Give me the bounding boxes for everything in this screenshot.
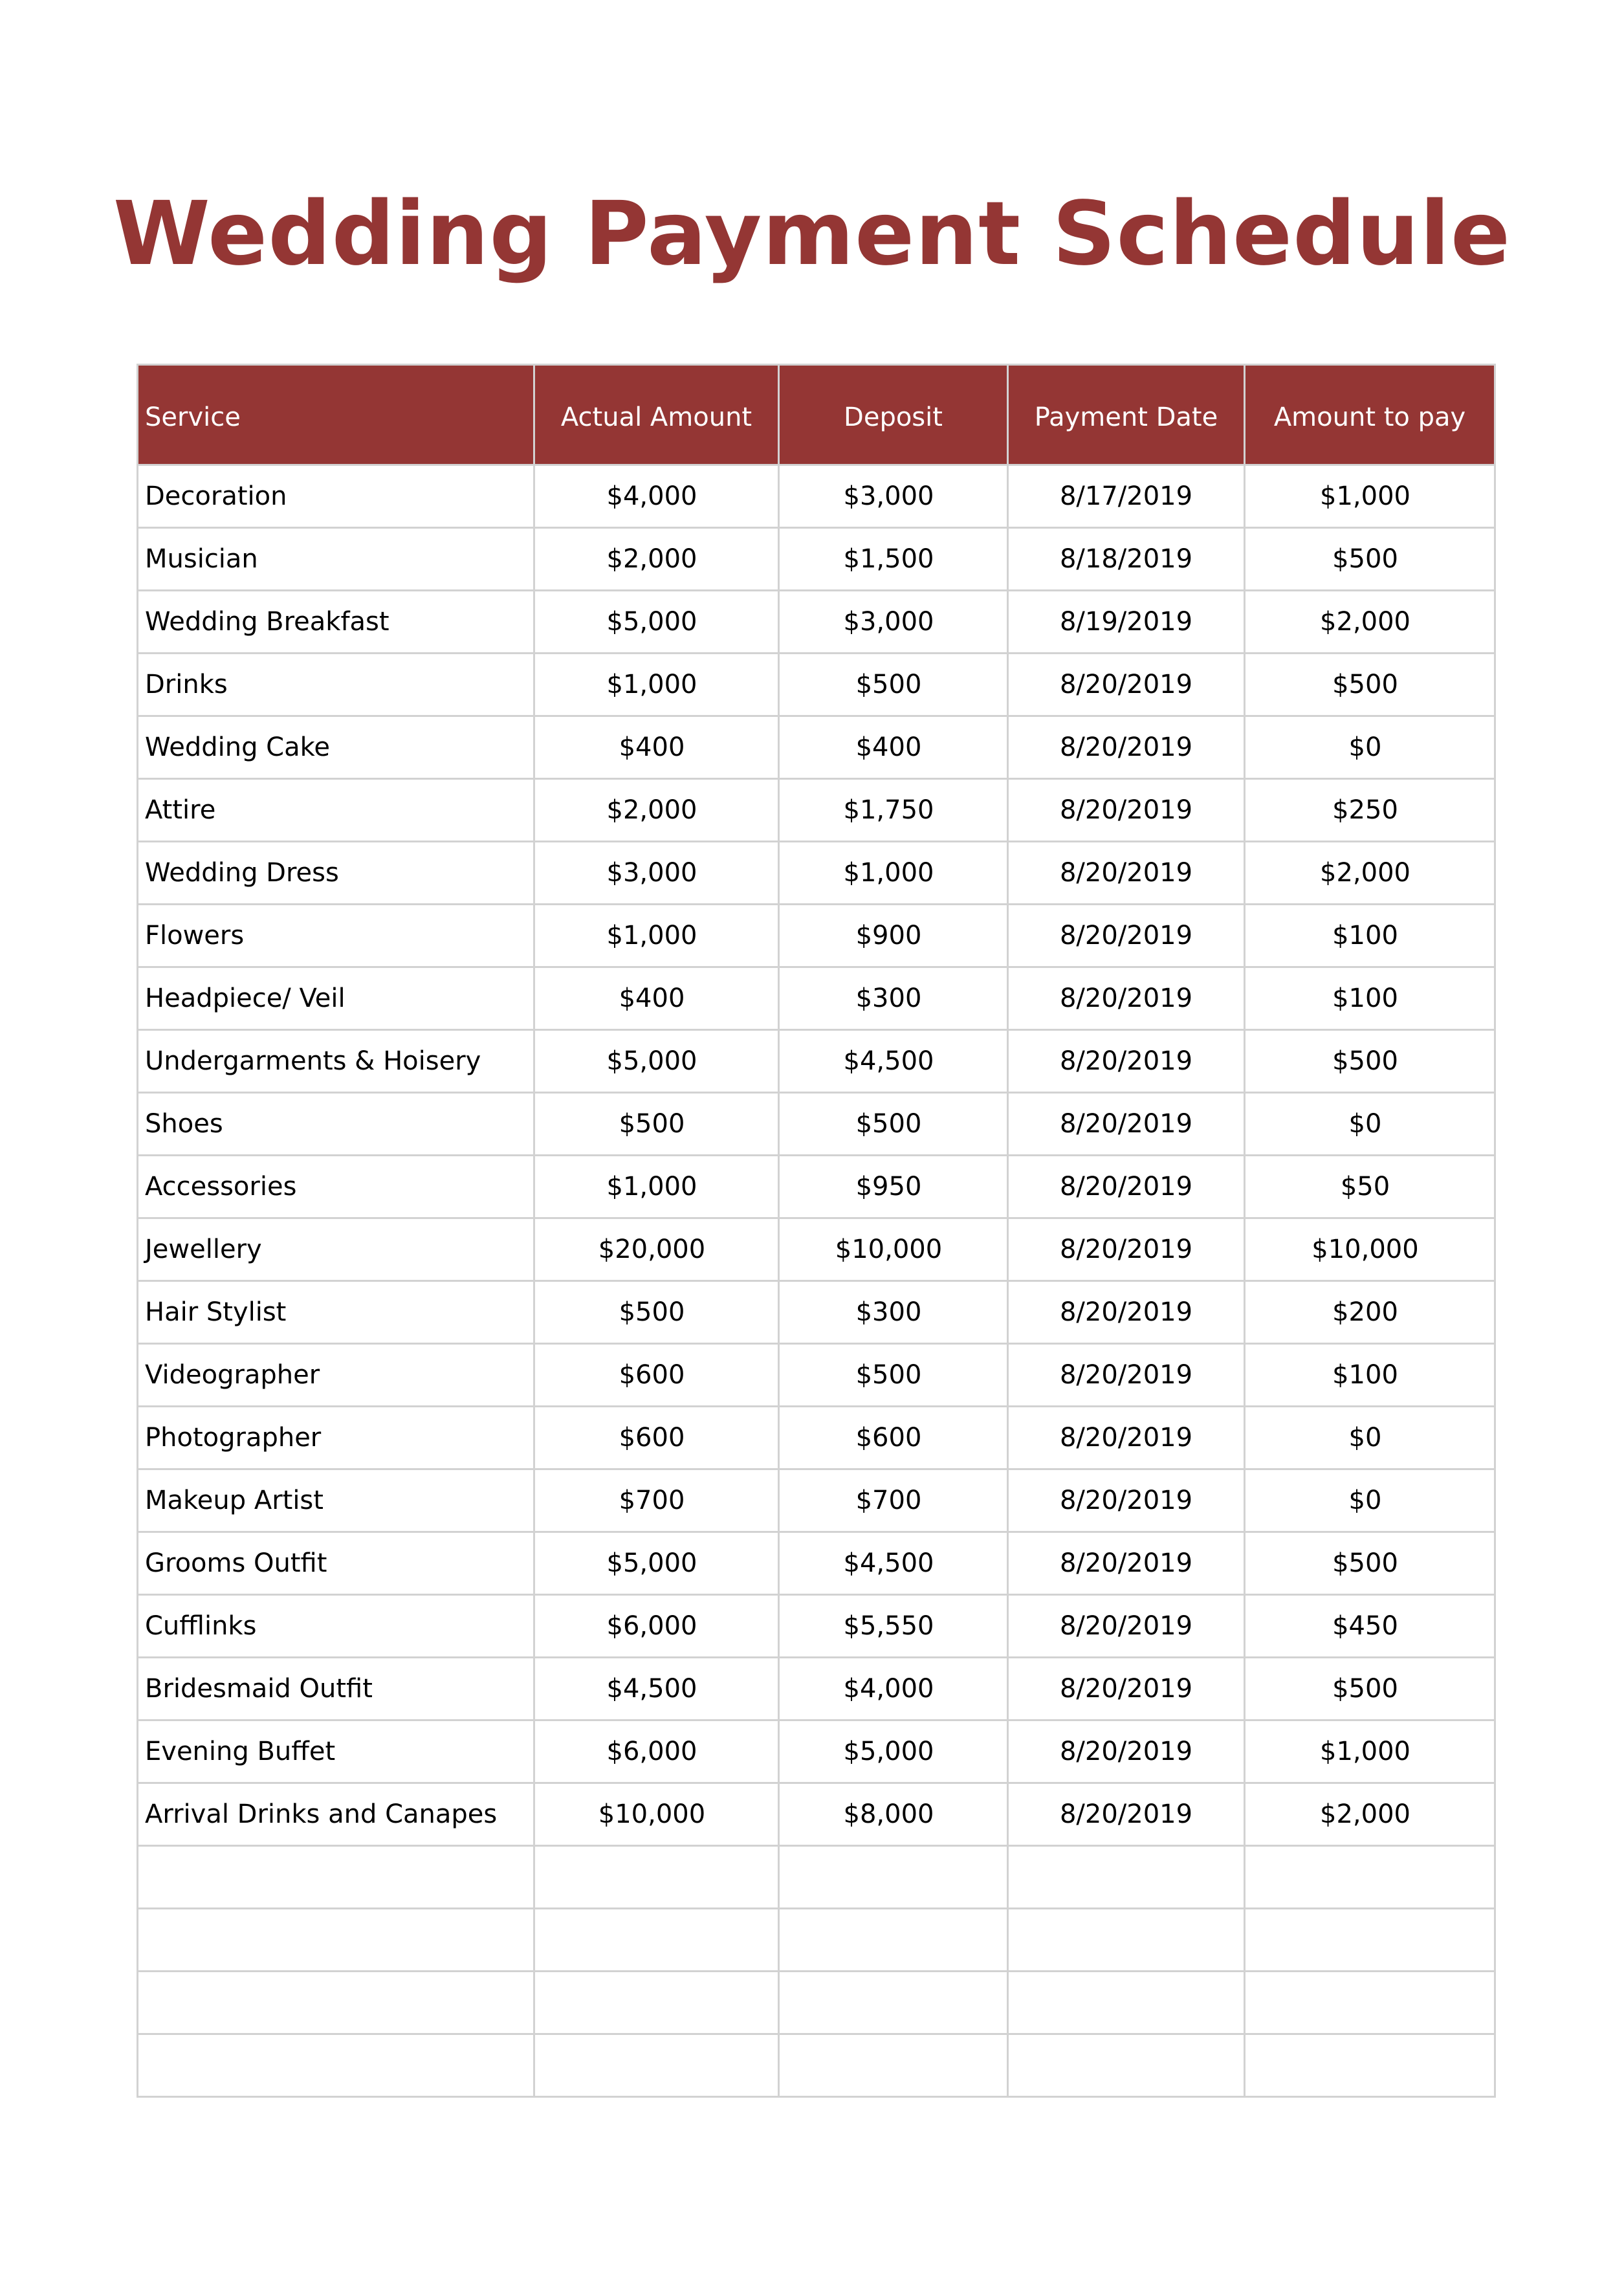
deposit-cell: $700	[779, 1469, 1008, 1532]
payment-date-cell: 8/17/2019	[1008, 465, 1245, 528]
payment-date-cell: 8/20/2019	[1008, 967, 1245, 1030]
amount-to-pay-cell: $450	[1245, 1595, 1495, 1658]
actual-amount-cell: $5,000	[534, 1532, 779, 1595]
actual-amount-cell: $1,000	[534, 1156, 779, 1218]
deposit-cell: $1,000	[779, 842, 1008, 905]
deposit-cell	[779, 1846, 1008, 1909]
payment-date-cell: 8/19/2019	[1008, 591, 1245, 654]
service-cell: Wedding Dress	[138, 842, 534, 905]
service-cell	[138, 1909, 534, 1972]
service-cell: Musician	[138, 528, 534, 591]
amount-to-pay-cell: $0	[1245, 716, 1495, 779]
table-row	[138, 1093, 1495, 1156]
actual-amount-cell: $2,000	[534, 528, 779, 591]
service-cell	[138, 2034, 534, 2097]
service-cell: Attire	[138, 779, 534, 842]
table-row	[138, 654, 1495, 716]
table-row	[138, 1909, 1495, 1972]
column-header-deposit: Deposit	[779, 365, 1008, 465]
payment-date-cell: 8/18/2019	[1008, 528, 1245, 591]
amount-to-pay-cell: $0	[1245, 1469, 1495, 1532]
table-row	[138, 905, 1495, 967]
deposit-cell: $500	[779, 1093, 1008, 1156]
payment-date-cell	[1008, 1846, 1245, 1909]
deposit-cell: $4,500	[779, 1030, 1008, 1093]
actual-amount-cell: $400	[534, 967, 779, 1030]
deposit-cell: $3,000	[779, 465, 1008, 528]
table-row	[138, 1972, 1495, 2034]
payment-date-cell: 8/20/2019	[1008, 1344, 1245, 1407]
deposit-cell: $900	[779, 905, 1008, 967]
actual-amount-cell: $600	[534, 1344, 779, 1407]
payment-date-cell	[1008, 1909, 1245, 1972]
actual-amount-cell	[534, 1846, 779, 1909]
table-row	[138, 716, 1495, 779]
amount-to-pay-cell: $200	[1245, 1281, 1495, 1344]
amount-to-pay-cell: $0	[1245, 1093, 1495, 1156]
service-cell: Decoration	[138, 465, 534, 528]
deposit-cell: $500	[779, 1344, 1008, 1407]
actual-amount-cell: $5,000	[534, 591, 779, 654]
amount-to-pay-cell	[1245, 1909, 1495, 1972]
payment-date-cell	[1008, 2034, 1245, 2097]
amount-to-pay-cell: $2,000	[1245, 1783, 1495, 1846]
amount-to-pay-cell: $500	[1245, 1658, 1495, 1720]
deposit-cell: $1,500	[779, 528, 1008, 591]
table-row	[138, 967, 1495, 1030]
payment-date-cell: 8/20/2019	[1008, 654, 1245, 716]
payment-date-cell: 8/20/2019	[1008, 1281, 1245, 1344]
actual-amount-cell	[534, 2034, 779, 2097]
payment-schedule-table	[137, 364, 1496, 2098]
table-body	[138, 465, 1495, 2097]
table-row	[138, 1846, 1495, 1909]
payment-date-cell: 8/20/2019	[1008, 842, 1245, 905]
payment-date-cell: 8/20/2019	[1008, 779, 1245, 842]
amount-to-pay-cell: $1,000	[1245, 465, 1495, 528]
payment-date-cell: 8/20/2019	[1008, 716, 1245, 779]
actual-amount-cell: $500	[534, 1093, 779, 1156]
service-cell: Undergarments & Hoisery	[138, 1030, 534, 1093]
actual-amount-cell: $2,000	[534, 779, 779, 842]
actual-amount-cell	[534, 1909, 779, 1972]
table-row	[138, 1281, 1495, 1344]
service-cell: Headpiece/ Veil	[138, 967, 534, 1030]
table-row	[138, 1156, 1495, 1218]
payment-date-cell: 8/20/2019	[1008, 1658, 1245, 1720]
actual-amount-cell: $10,000	[534, 1783, 779, 1846]
payment-date-cell: 8/20/2019	[1008, 1532, 1245, 1595]
table-header-row	[138, 365, 1495, 465]
service-cell: Jewellery	[138, 1218, 534, 1281]
actual-amount-cell: $600	[534, 1407, 779, 1469]
actual-amount-cell: $500	[534, 1281, 779, 1344]
deposit-cell: $4,000	[779, 1658, 1008, 1720]
column-header-service: Service	[138, 365, 534, 465]
actual-amount-cell	[534, 1972, 779, 2034]
service-cell: Cufflinks	[138, 1595, 534, 1658]
amount-to-pay-cell: $500	[1245, 528, 1495, 591]
payment-date-cell: 8/20/2019	[1008, 1595, 1245, 1658]
payment-date-cell: 8/20/2019	[1008, 1218, 1245, 1281]
service-cell: Flowers	[138, 905, 534, 967]
deposit-cell: $300	[779, 1281, 1008, 1344]
deposit-cell: $400	[779, 716, 1008, 779]
column-header-actual-amount: Actual Amount	[534, 365, 779, 465]
actual-amount-cell: $4,500	[534, 1658, 779, 1720]
payment-date-cell: 8/20/2019	[1008, 1093, 1245, 1156]
actual-amount-cell: $6,000	[534, 1720, 779, 1783]
deposit-cell	[779, 1972, 1008, 2034]
table-row	[138, 1720, 1495, 1783]
table-row	[138, 2034, 1495, 2097]
service-cell	[138, 1846, 534, 1909]
service-cell: Grooms Outfit	[138, 1532, 534, 1595]
amount-to-pay-cell: $2,000	[1245, 591, 1495, 654]
deposit-cell: $4,500	[779, 1532, 1008, 1595]
table-row	[138, 1030, 1495, 1093]
deposit-cell: $600	[779, 1407, 1008, 1469]
table-row	[138, 591, 1495, 654]
amount-to-pay-cell: $500	[1245, 1532, 1495, 1595]
actual-amount-cell: $5,000	[534, 1030, 779, 1093]
deposit-cell: $5,550	[779, 1595, 1008, 1658]
table-row	[138, 779, 1495, 842]
amount-to-pay-cell: $100	[1245, 1344, 1495, 1407]
actual-amount-cell: $3,000	[534, 842, 779, 905]
table-row	[138, 842, 1495, 905]
service-cell: Wedding Cake	[138, 716, 534, 779]
actual-amount-cell: $700	[534, 1469, 779, 1532]
service-cell: Hair Stylist	[138, 1281, 534, 1344]
amount-to-pay-cell: $500	[1245, 1030, 1495, 1093]
deposit-cell: $3,000	[779, 591, 1008, 654]
service-cell: Shoes	[138, 1093, 534, 1156]
amount-to-pay-cell	[1245, 1846, 1495, 1909]
amount-to-pay-cell	[1245, 1972, 1495, 2034]
deposit-cell: $8,000	[779, 1783, 1008, 1846]
table-row	[138, 528, 1495, 591]
amount-to-pay-cell: $50	[1245, 1156, 1495, 1218]
table-row	[138, 1783, 1495, 1846]
table-row	[138, 1469, 1495, 1532]
amount-to-pay-cell: $100	[1245, 967, 1495, 1030]
table-row	[138, 1407, 1495, 1469]
payment-date-cell: 8/20/2019	[1008, 1407, 1245, 1469]
payment-date-cell: 8/20/2019	[1008, 905, 1245, 967]
amount-to-pay-cell: $500	[1245, 654, 1495, 716]
payment-date-cell: 8/20/2019	[1008, 1156, 1245, 1218]
deposit-cell: $5,000	[779, 1720, 1008, 1783]
deposit-cell: $10,000	[779, 1218, 1008, 1281]
table-row	[138, 1658, 1495, 1720]
actual-amount-cell: $4,000	[534, 465, 779, 528]
amount-to-pay-cell: $100	[1245, 905, 1495, 967]
payment-date-cell	[1008, 1972, 1245, 2034]
amount-to-pay-cell	[1245, 2034, 1495, 2097]
amount-to-pay-cell: $1,000	[1245, 1720, 1495, 1783]
deposit-cell: $1,750	[779, 779, 1008, 842]
service-cell: Makeup Artist	[138, 1469, 534, 1532]
payment-date-cell: 8/20/2019	[1008, 1030, 1245, 1093]
payment-date-cell: 8/20/2019	[1008, 1783, 1245, 1846]
page-title: Wedding Payment Schedule	[113, 183, 1511, 285]
service-cell: Evening Buffet	[138, 1720, 534, 1783]
actual-amount-cell: $6,000	[534, 1595, 779, 1658]
service-cell: Photographer	[138, 1407, 534, 1469]
amount-to-pay-cell: $0	[1245, 1407, 1495, 1469]
service-cell: Arrival Drinks and Canapes	[138, 1783, 534, 1846]
table-row	[138, 465, 1495, 528]
service-cell: Accessories	[138, 1156, 534, 1218]
deposit-cell	[779, 1909, 1008, 1972]
service-cell: Videographer	[138, 1344, 534, 1407]
table-row	[138, 1344, 1495, 1407]
amount-to-pay-cell: $2,000	[1245, 842, 1495, 905]
actual-amount-cell: $20,000	[534, 1218, 779, 1281]
actual-amount-cell: $1,000	[534, 654, 779, 716]
deposit-cell	[779, 2034, 1008, 2097]
table-row	[138, 1218, 1495, 1281]
column-header-amount-to-pay: Amount to pay	[1245, 365, 1495, 465]
table-row	[138, 1595, 1495, 1658]
service-cell: Bridesmaid Outfit	[138, 1658, 534, 1720]
deposit-cell: $500	[779, 654, 1008, 716]
column-header-payment-date: Payment Date	[1008, 365, 1245, 465]
deposit-cell: $950	[779, 1156, 1008, 1218]
amount-to-pay-cell: $250	[1245, 779, 1495, 842]
table-row	[138, 1532, 1495, 1595]
service-cell: Drinks	[138, 654, 534, 716]
amount-to-pay-cell: $10,000	[1245, 1218, 1495, 1281]
actual-amount-cell: $400	[534, 716, 779, 779]
service-cell: Wedding Breakfast	[138, 591, 534, 654]
payment-date-cell: 8/20/2019	[1008, 1720, 1245, 1783]
payment-date-cell: 8/20/2019	[1008, 1469, 1245, 1532]
actual-amount-cell: $1,000	[534, 905, 779, 967]
service-cell	[138, 1972, 534, 2034]
deposit-cell: $300	[779, 967, 1008, 1030]
